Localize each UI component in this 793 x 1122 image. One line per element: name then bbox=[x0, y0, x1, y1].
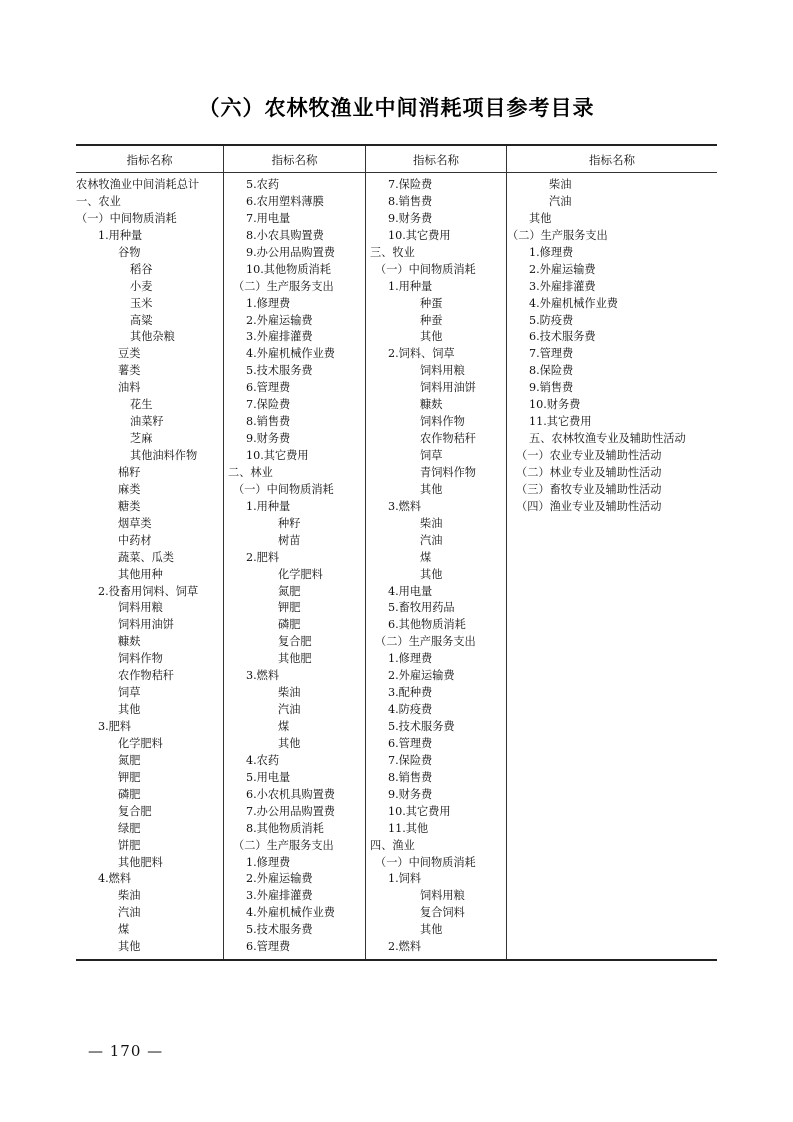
table-row: 麻类 bbox=[118, 482, 141, 496]
table-row: 8.销售费 bbox=[388, 194, 433, 208]
table-row: 8.其他物质消耗 bbox=[246, 821, 324, 835]
table-row: 糠麸 bbox=[420, 398, 443, 412]
table-row: 1.用种量 bbox=[98, 228, 143, 242]
table-row: 6.管理费 bbox=[246, 381, 291, 395]
table-row: 6.管理费 bbox=[246, 940, 291, 954]
table-row: 种籽 bbox=[278, 516, 301, 530]
table-row: 饲料作物 bbox=[420, 415, 465, 429]
table-row: 1.饲料 bbox=[388, 872, 422, 886]
table-row: 蔬菜、瓜类 bbox=[118, 550, 174, 564]
table-row: （二）林业专业及辅助性活动 bbox=[516, 465, 662, 479]
table-column-2 bbox=[224, 146, 366, 959]
column-header: 指标名称 bbox=[224, 146, 365, 173]
table-row: 汽油 bbox=[118, 906, 141, 920]
table-row: 种蚕 bbox=[420, 313, 443, 327]
table-row: 化学肥料 bbox=[278, 567, 323, 581]
table-row: 7.管理费 bbox=[529, 347, 574, 361]
table-row: 10.财务费 bbox=[529, 398, 581, 412]
table-row: （二）生产服务支出 bbox=[507, 228, 608, 242]
table-row: 其他杂粮 bbox=[130, 330, 175, 344]
table-row: 8.销售费 bbox=[246, 415, 291, 429]
table-row: 绿肥 bbox=[118, 821, 141, 835]
table-row: 9.办公用品购置费 bbox=[246, 245, 335, 259]
table-row: 磷肥 bbox=[118, 787, 141, 801]
table-row: 氮肥 bbox=[278, 584, 301, 598]
table-row: 3.肥料 bbox=[98, 720, 132, 733]
table-row: （一）中间物质消耗 bbox=[375, 855, 476, 869]
table-row: 油料 bbox=[118, 381, 141, 395]
table-row: 1.修理费 bbox=[388, 652, 433, 666]
table-row: 汽油 bbox=[549, 194, 572, 208]
table-row: 其他 bbox=[529, 211, 552, 225]
table-row: 柴油 bbox=[549, 178, 572, 191]
table-row: 一、农业 bbox=[76, 194, 121, 208]
reference-table bbox=[76, 144, 717, 961]
column-header: 指标名称 bbox=[76, 146, 223, 173]
table-row: 复合肥 bbox=[118, 804, 152, 818]
table-row: 三、牧业 bbox=[370, 245, 415, 259]
table-row: 饲料用粮 bbox=[420, 364, 465, 378]
table-row: 10.其他物质消耗 bbox=[246, 262, 331, 276]
table-row: 饼肥 bbox=[118, 838, 141, 852]
table-row: 9.财务费 bbox=[388, 787, 433, 801]
table-row: 3.外雇排灌费 bbox=[246, 889, 313, 903]
table-row: 钾肥 bbox=[278, 601, 301, 615]
table-row: 6.小农机具购置费 bbox=[246, 787, 335, 801]
table-row: 5.技术服务费 bbox=[246, 923, 313, 937]
table-row: 8.销售费 bbox=[388, 770, 433, 784]
table-row: 其他肥料 bbox=[118, 855, 163, 869]
table-row: 油菜籽 bbox=[130, 415, 164, 429]
table-row: 11.其他 bbox=[388, 821, 429, 835]
table-row: 10.其它费用 bbox=[246, 449, 309, 462]
table-row: 7.办公用品购置费 bbox=[246, 804, 335, 818]
page-title: （六）农林牧渔业中间消耗项目参考目录 bbox=[198, 96, 595, 120]
table-row: 4.燃料 bbox=[98, 872, 132, 886]
table-row: 农作物秸秆 bbox=[420, 432, 476, 446]
table-row: 4.外雇机械作业费 bbox=[246, 906, 335, 920]
table-row: 5.防疫费 bbox=[529, 313, 574, 327]
table-row: （二）生产服务支出 bbox=[375, 635, 476, 649]
table-row: 其他用种 bbox=[118, 567, 163, 581]
table-row: 其他肥 bbox=[278, 652, 312, 666]
table-row: 5.技术服务费 bbox=[388, 720, 455, 733]
table-row: 6.管理费 bbox=[388, 736, 433, 750]
table-row: 饲草 bbox=[420, 449, 443, 462]
table-row: 棉籽 bbox=[118, 465, 141, 479]
table-row: 6.技术服务费 bbox=[529, 330, 596, 344]
table-row: 饲料用粮 bbox=[420, 889, 465, 903]
table-row: 2.外雇运输费 bbox=[246, 313, 313, 327]
table-row: 农作物秸秆 bbox=[118, 669, 174, 683]
table-row: 钾肥 bbox=[118, 770, 141, 784]
table-row: 9.财务费 bbox=[246, 432, 291, 446]
table-row: 谷物 bbox=[118, 245, 141, 259]
table-row: 复合饲料 bbox=[420, 906, 465, 920]
page-number: — 170 — bbox=[88, 1042, 164, 1060]
table-row: 2.肥料 bbox=[246, 550, 280, 564]
table-row: 8.小农具购置费 bbox=[246, 228, 324, 242]
table-row: （四）渔业专业及辅助性活动 bbox=[516, 499, 662, 513]
table-row: （一）中间物质消耗 bbox=[76, 211, 177, 225]
table-row: 其他 bbox=[118, 940, 141, 954]
table-row: 4.外雇机械作业费 bbox=[246, 347, 335, 361]
table-row: 二、林业 bbox=[228, 465, 273, 479]
table-row: 3.外雇排灌费 bbox=[529, 279, 596, 293]
table-row: 3.燃料 bbox=[246, 669, 280, 683]
table-row: 糠麸 bbox=[118, 635, 141, 649]
table-row: 2.燃料 bbox=[388, 940, 422, 954]
table-row: （一）中间物质消耗 bbox=[233, 482, 334, 496]
table-row: 花生 bbox=[130, 398, 153, 412]
table-row: 2.饲料、饲草 bbox=[388, 347, 455, 361]
table-column-4 bbox=[507, 146, 717, 959]
table-row: 青饲料作物 bbox=[420, 465, 476, 479]
column-header: 指标名称 bbox=[366, 146, 506, 173]
table-row: 五、农林牧渔专业及辅助性活动 bbox=[529, 432, 686, 446]
table-row: 7.保险费 bbox=[246, 398, 291, 412]
table-row: （三）畜牧专业及辅助性活动 bbox=[516, 482, 662, 496]
table-row: 其他 bbox=[420, 330, 443, 344]
table-row: 其他 bbox=[420, 482, 443, 496]
table-row: 糖类 bbox=[118, 499, 141, 513]
column-header: 指标名称 bbox=[507, 146, 717, 173]
table-row: 小麦 bbox=[130, 279, 153, 293]
table-row: 1.修理费 bbox=[246, 296, 291, 310]
table-row: 其他 bbox=[278, 736, 301, 750]
table-row: 4.农药 bbox=[246, 753, 280, 767]
table-row: 2.外雇运输费 bbox=[246, 872, 313, 886]
table-row: 玉米 bbox=[130, 296, 153, 310]
table-row: 2.役畜用饲料、饲草 bbox=[98, 584, 199, 598]
table-row: 9.销售费 bbox=[529, 381, 574, 395]
table-row: 3.配种费 bbox=[388, 686, 433, 700]
table-row: （二）生产服务支出 bbox=[233, 279, 334, 293]
table-row: 煤 bbox=[118, 923, 130, 937]
table-row: 10.其它费用 bbox=[388, 228, 451, 242]
table-row: 9.财务费 bbox=[388, 211, 433, 225]
table-row: 5.用电量 bbox=[246, 770, 291, 784]
table-row: 其他油料作物 bbox=[130, 449, 198, 462]
table-column-3 bbox=[366, 146, 507, 959]
table-column-1 bbox=[76, 146, 224, 959]
table-row: 种蛋 bbox=[420, 296, 443, 310]
table-row: 烟草类 bbox=[118, 516, 152, 530]
table-row: 柴油 bbox=[278, 686, 301, 700]
table-row: 1.修理费 bbox=[246, 855, 291, 869]
table-row: 高粱 bbox=[130, 313, 153, 327]
table-row: （一）中间物质消耗 bbox=[375, 262, 476, 276]
table-row: 2.外雇运输费 bbox=[529, 262, 596, 276]
table-row: 饲料用油饼 bbox=[118, 618, 174, 632]
table-row: 四、渔业 bbox=[370, 838, 415, 852]
table-row: 10.其它费用 bbox=[388, 804, 451, 818]
table-row: 氮肥 bbox=[118, 753, 141, 767]
table-row: 3.燃料 bbox=[388, 499, 422, 513]
table-row: 复合肥 bbox=[278, 635, 312, 649]
table-row: 7.用电量 bbox=[246, 211, 291, 225]
table-row: 1.用种量 bbox=[246, 499, 291, 513]
table-row: 饲草 bbox=[118, 686, 141, 700]
table-row: 5.农药 bbox=[246, 178, 280, 191]
table-row: 农林牧渔业中间消耗总计 bbox=[76, 178, 200, 191]
table-row: 煤 bbox=[420, 550, 432, 564]
table-row: 饲料作物 bbox=[118, 652, 163, 666]
table-row: 4.外雇机械作业费 bbox=[529, 296, 618, 310]
table-row: 7.保险费 bbox=[388, 178, 433, 191]
table-row: 柴油 bbox=[420, 516, 443, 530]
table-row: （一）农业专业及辅助性活动 bbox=[516, 449, 662, 462]
table-row: 汽油 bbox=[420, 533, 443, 547]
table-row: 芝麻 bbox=[130, 432, 153, 446]
table-row: 薯类 bbox=[118, 364, 141, 378]
table-row: 化学肥料 bbox=[118, 736, 163, 750]
table-row: 稻谷 bbox=[130, 262, 153, 276]
table-row: 11.其它费用 bbox=[529, 415, 592, 429]
table-row: 其他 bbox=[420, 923, 443, 937]
table-row: 1.修理费 bbox=[529, 245, 574, 259]
table-row: 8.保险费 bbox=[529, 364, 574, 378]
table-row: 1.用种量 bbox=[388, 279, 433, 293]
table-row: 磷肥 bbox=[278, 618, 301, 632]
table-row: 6.农用塑料薄膜 bbox=[246, 194, 324, 208]
table-row: 其他 bbox=[420, 567, 443, 581]
table-row: （二）生产服务支出 bbox=[233, 838, 334, 852]
table-row: 其他 bbox=[118, 703, 141, 717]
table-row: 柴油 bbox=[118, 889, 141, 903]
table-row: 4.用电量 bbox=[388, 584, 433, 598]
table-row: 6.其他物质消耗 bbox=[388, 618, 466, 632]
table-row: 5.技术服务费 bbox=[246, 364, 313, 378]
table-row: 3.外雇排灌费 bbox=[246, 330, 313, 344]
table-row: 豆类 bbox=[118, 347, 141, 361]
table-row: 汽油 bbox=[278, 703, 301, 717]
table-row: 5.畜牧用药品 bbox=[388, 601, 455, 615]
table-row: 树苗 bbox=[278, 533, 301, 547]
table-row: 4.防疫费 bbox=[388, 703, 433, 717]
table-row: 煤 bbox=[278, 720, 290, 733]
table-row: 2.外雇运输费 bbox=[388, 669, 455, 683]
table-row: 中药材 bbox=[118, 533, 152, 547]
table-row: 饲料用油饼 bbox=[420, 381, 476, 395]
table-row: 7.保险费 bbox=[388, 753, 433, 767]
table-row: 饲料用粮 bbox=[118, 601, 163, 615]
